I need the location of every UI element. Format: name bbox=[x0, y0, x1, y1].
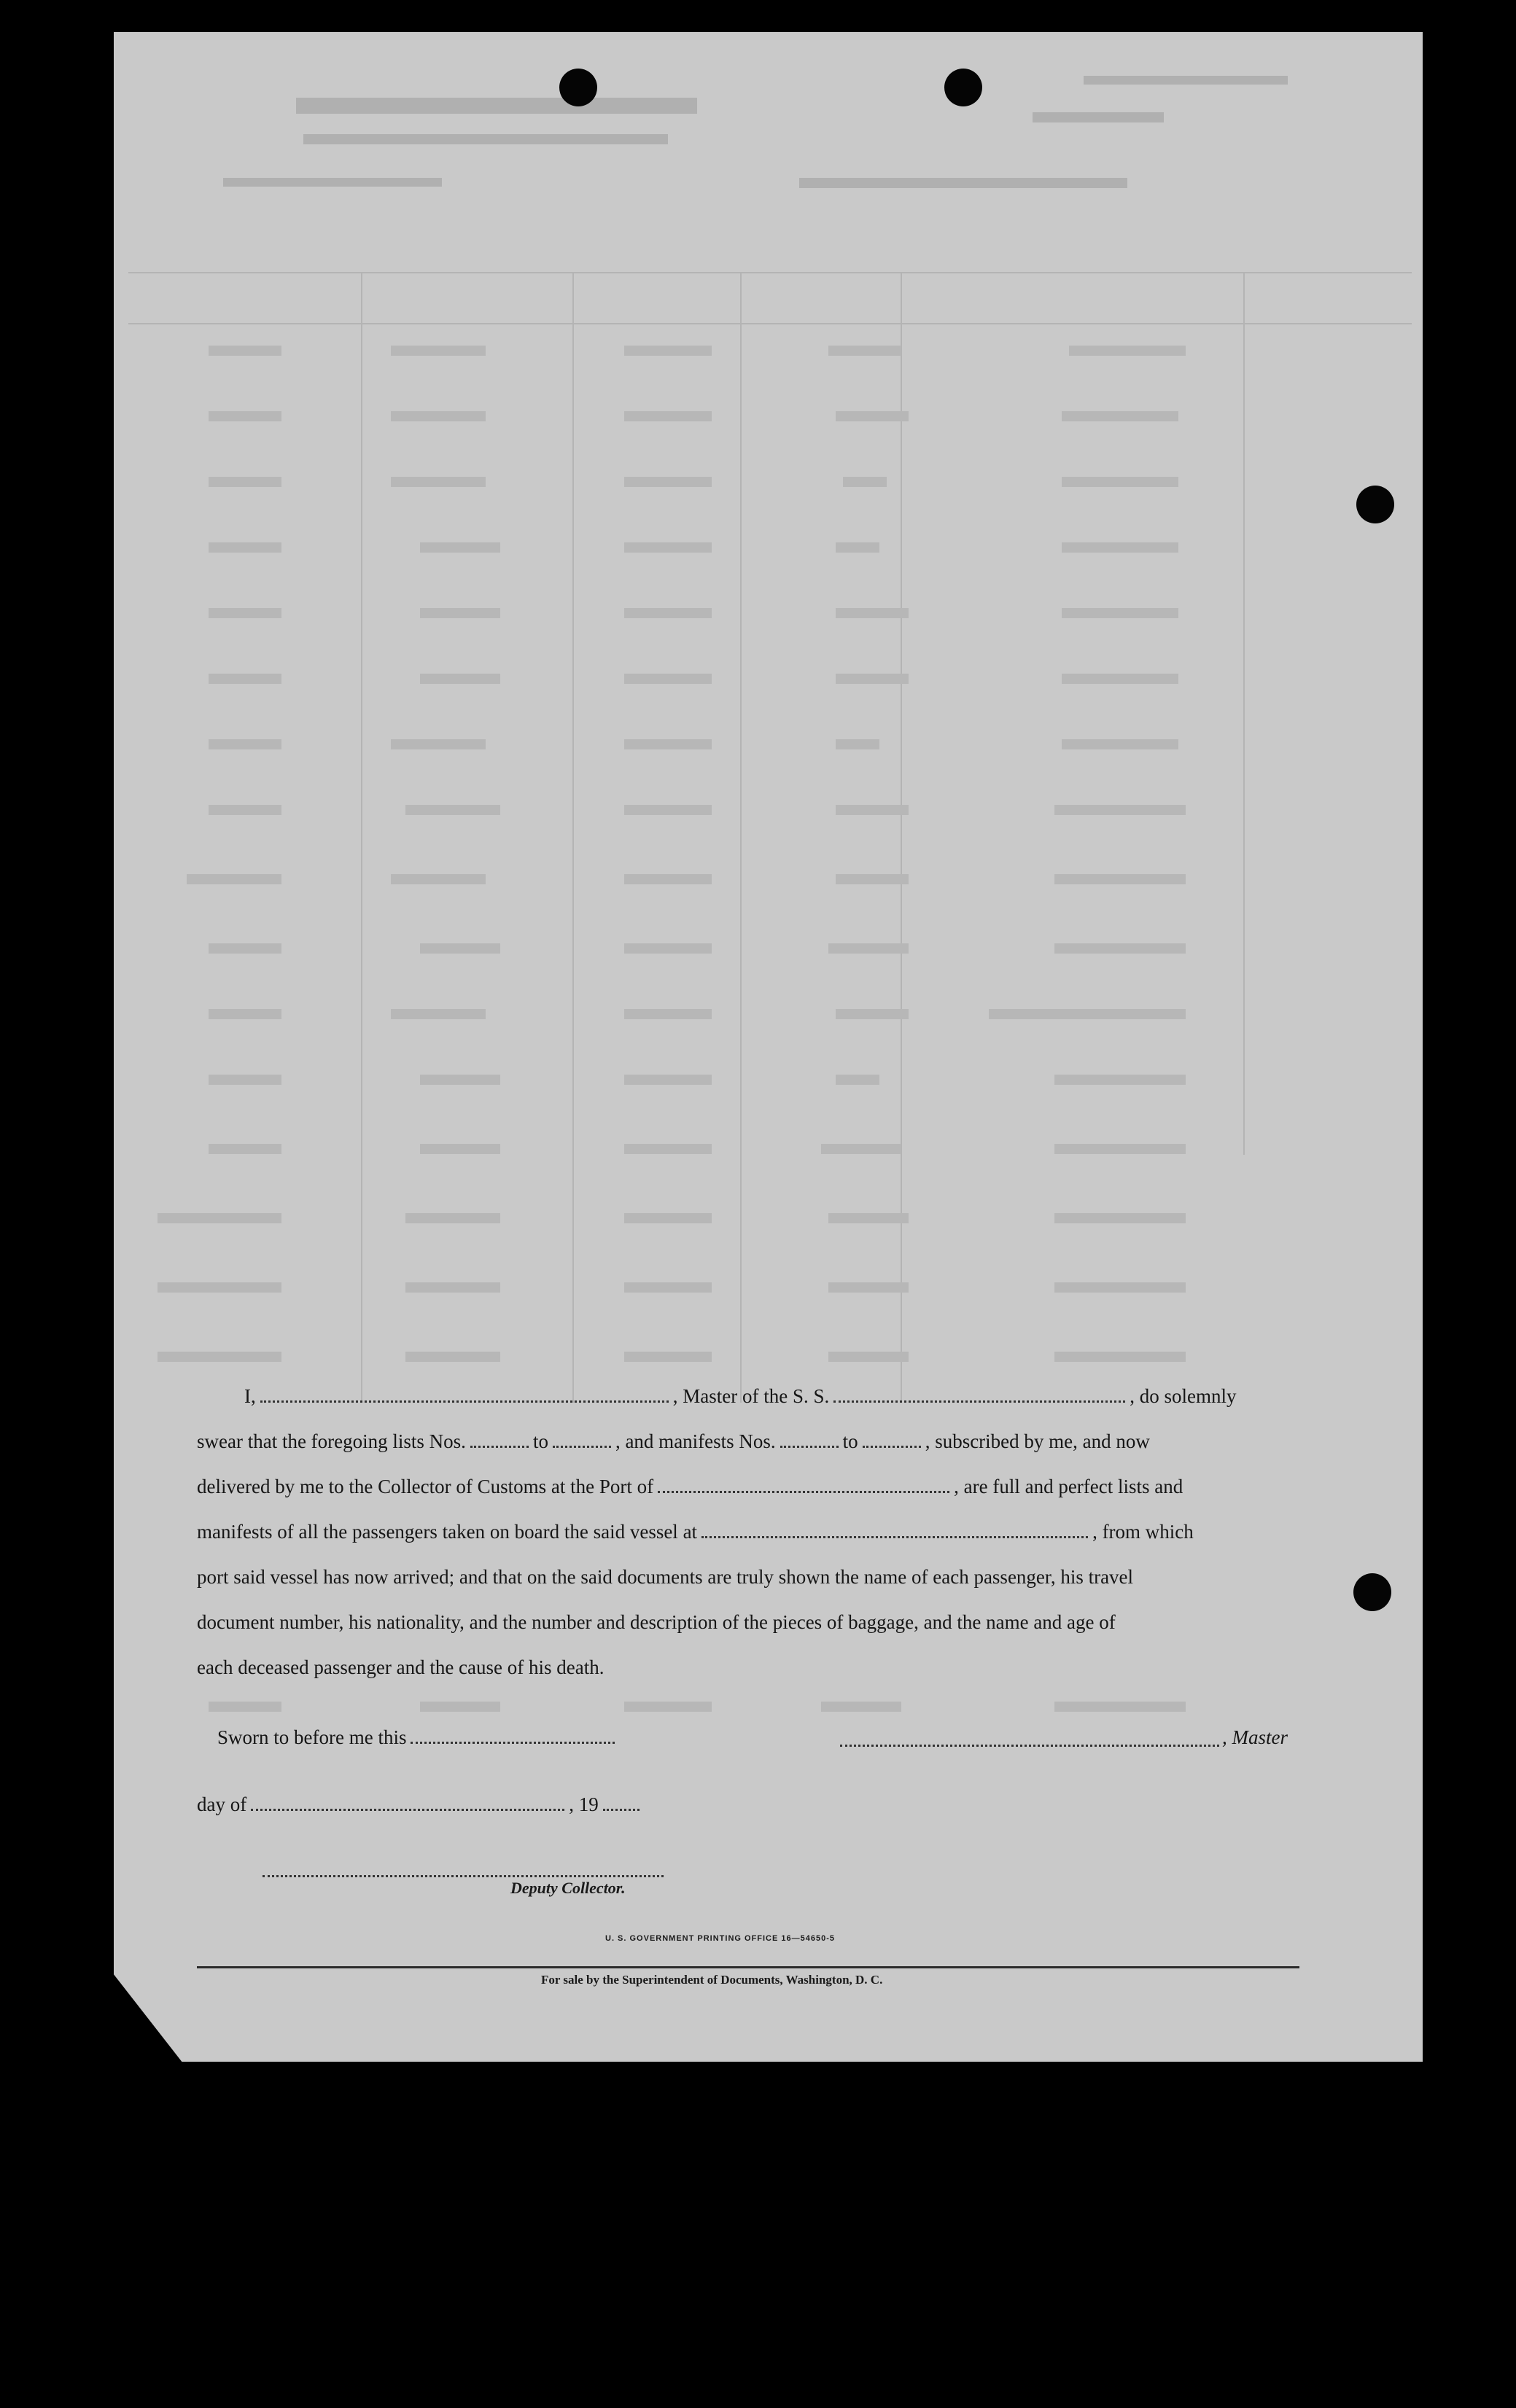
sale-notice: For sale by the Superintendent of Documents, Washington, D. C. bbox=[541, 1973, 883, 1987]
printer-imprint: U. S. GOVERNMENT PRINTING OFFICE 16—54650-5 bbox=[605, 1934, 836, 1943]
punch-hole-top-right bbox=[944, 69, 982, 106]
deputy-collector-label: Deputy Collector. bbox=[510, 1879, 626, 1897]
punch-hole-right-lower bbox=[1353, 1573, 1391, 1611]
day-of-line: day of , 19 bbox=[197, 1795, 1305, 1815]
sworn-line: Sworn to before me this bbox=[217, 1728, 1326, 1747]
oath-line-2: swear that the foregoing lists Nos. to , and manifests Nos. to , subscribed by me, and now bbox=[197, 1430, 1150, 1452]
sworn-date-blank[interactable] bbox=[411, 1742, 615, 1744]
oath-line-1: I, , Master of the S. S. , do solemnly bbox=[244, 1385, 1237, 1407]
port-blank[interactable] bbox=[658, 1491, 949, 1493]
master-signature-line[interactable] bbox=[840, 1745, 1219, 1747]
manifests-to-blank[interactable] bbox=[863, 1446, 921, 1448]
punch-hole-top-left bbox=[559, 69, 597, 106]
oath-line-7: each deceased passenger and the cause of his death. bbox=[197, 1656, 605, 1678]
lists-to-blank[interactable] bbox=[553, 1446, 611, 1448]
footer-rule bbox=[197, 1966, 1299, 1968]
manifests-from-blank[interactable] bbox=[780, 1446, 839, 1448]
master-name-blank[interactable] bbox=[260, 1400, 669, 1403]
bleed-through-table bbox=[114, 32, 1423, 2062]
departure-port-blank[interactable] bbox=[701, 1536, 1088, 1538]
master-label: , Master bbox=[1222, 1726, 1288, 1748]
document-page bbox=[114, 32, 1423, 2062]
oath-line-3: delivered by me to the Collector of Customs at the Port of , are full and perfect lists and bbox=[197, 1476, 1183, 1497]
deputy-signature-line[interactable] bbox=[263, 1875, 664, 1877]
lists-from-blank[interactable] bbox=[470, 1446, 529, 1448]
ship-name-blank[interactable] bbox=[833, 1400, 1125, 1403]
year-blank[interactable] bbox=[603, 1809, 640, 1811]
oath-line-4: manifests of all the passengers taken on board the said vessel at , from which bbox=[197, 1521, 1194, 1543]
day-month-blank[interactable] bbox=[251, 1809, 564, 1811]
oath-line-5: port said vessel has now arrived; and that on the said documents are truly shown the name of each passenger, his travel bbox=[197, 1566, 1134, 1588]
oath-line-6: document number, his nationality, and the number and description of the pieces of baggage, and the name and age of bbox=[197, 1611, 1116, 1633]
punch-hole-right-upper bbox=[1356, 486, 1394, 523]
